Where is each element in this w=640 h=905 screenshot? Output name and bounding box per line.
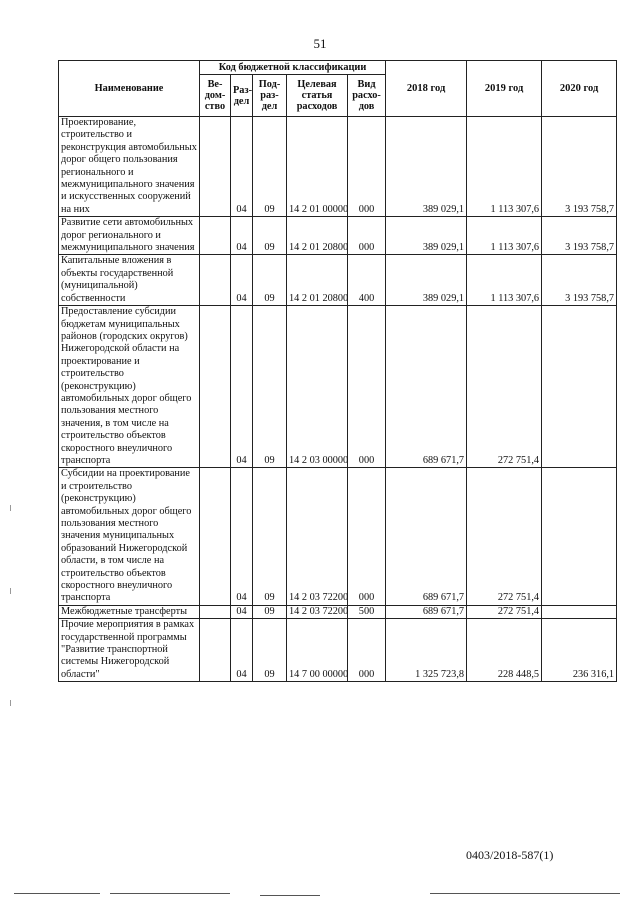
row-2019: 1 113 307,6 — [467, 117, 542, 217]
header-year-2020: 2020 год — [542, 61, 617, 117]
row-2018: 1 325 723,8 — [386, 619, 467, 682]
row-razdel: 04 — [231, 605, 253, 618]
row-vedomstvo — [200, 117, 231, 217]
row-expense-type: 000 — [348, 306, 386, 468]
scan-artifact-line — [110, 893, 230, 894]
row-2019: 1 113 307,6 — [467, 255, 542, 306]
scan-artifact-line — [260, 895, 320, 896]
row-podrazdel: 09 — [253, 255, 287, 306]
row-razdel: 04 — [231, 217, 253, 255]
row-name: Предоставление субсидии бюджетам муниципальных районов (городских округов) Нижегородской области на проектирование и строительство (реконструкцию) автомобильных дорог общего пользования местного значения, в том числе на строительство объектов скоростного внеуличного транспорта — [59, 306, 200, 468]
row-2018: 689 671,7 — [386, 306, 467, 468]
row-razdel: 04 — [231, 117, 253, 217]
row-vedomstvo — [200, 468, 231, 605]
row-target: 14 2 01 20800 — [287, 255, 348, 306]
row-name: Развитие сети автомобильных дорог регионального и межмуниципального значения — [59, 217, 200, 255]
row-2018: 389 029,1 — [386, 117, 467, 217]
row-razdel: 04 — [231, 306, 253, 468]
scan-artifact-line — [430, 893, 620, 894]
row-vedomstvo — [200, 306, 231, 468]
row-target: 14 2 01 00000 — [287, 117, 348, 217]
row-name: Субсидии на проектирование и строительство (реконструкцию) автомобильных дорог общего пользования местного значения муниципальных образований Нижегородской области, в том числе на строительство объектов скоростного внеуличного транспорта — [59, 468, 200, 605]
row-2019: 272 751,4 — [467, 468, 542, 605]
row-name: Прочие мероприятия в рамках государственной программы "Развитие транспортной системы Нижегородской области" — [59, 619, 200, 682]
row-2019: 1 113 307,6 — [467, 217, 542, 255]
row-2018: 689 671,7 — [386, 468, 467, 605]
row-target: 14 7 00 00000 — [287, 619, 348, 682]
budget-table — [58, 60, 617, 682]
row-podrazdel: 09 — [253, 468, 287, 605]
row-2020: 3 193 758,7 — [542, 255, 617, 306]
row-razdel: 04 — [231, 255, 253, 306]
row-expense-type: 400 — [348, 255, 386, 306]
row-expense-type: 000 — [348, 619, 386, 682]
header-code-group: Код бюджетной классификации — [200, 61, 386, 75]
scan-edge-mark — [10, 588, 11, 594]
row-expense-type: 000 — [348, 217, 386, 255]
row-vedomstvo — [200, 255, 231, 306]
row-name: Проектирование, строительство и реконструкция автомобильных дорог общего пользования регионального и межмуниципального значения и искусственных сооружений на них — [59, 117, 200, 217]
row-razdel: 04 — [231, 468, 253, 605]
row-expense-type: 000 — [348, 117, 386, 217]
row-2018: 389 029,1 — [386, 217, 467, 255]
table-row — [59, 605, 617, 618]
scan-artifact-line — [14, 893, 100, 894]
row-vedomstvo — [200, 619, 231, 682]
row-podrazdel: 09 — [253, 605, 287, 618]
header-podrazdel: Под- раз- дел — [253, 75, 287, 117]
table-row — [59, 468, 617, 605]
document-code: 0403/2018-587(1) — [466, 848, 554, 862]
header-razdel: Раз- дел — [231, 75, 253, 117]
row-2020: 3 193 758,7 — [542, 217, 617, 255]
table-row — [59, 306, 617, 468]
table-row — [59, 217, 617, 255]
row-2020: 3 193 758,7 — [542, 117, 617, 217]
row-target: 14 2 01 20800 — [287, 217, 348, 255]
row-2020: 236 316,1 — [542, 619, 617, 682]
row-vedomstvo — [200, 605, 231, 618]
table-row — [59, 619, 617, 682]
row-2020 — [542, 605, 617, 618]
row-target: 14 2 03 72200 — [287, 605, 348, 618]
row-2018: 689 671,7 — [386, 605, 467, 618]
header-year-2019: 2019 год — [467, 61, 542, 117]
row-expense-type: 000 — [348, 468, 386, 605]
page-number: 51 — [313, 36, 327, 51]
table-row — [59, 255, 617, 306]
row-podrazdel: 09 — [253, 217, 287, 255]
row-podrazdel: 09 — [253, 117, 287, 217]
header-expense-type: Вид расхо- дов — [348, 75, 386, 117]
row-podrazdel: 09 — [253, 619, 287, 682]
row-name: Межбюджетные трансферты — [59, 605, 200, 618]
row-expense-type: 500 — [348, 605, 386, 618]
row-2019: 272 751,4 — [467, 605, 542, 618]
row-name: Капитальные вложения в объекты государственной (муниципальной) собственности — [59, 255, 200, 306]
scan-edge-mark — [10, 700, 11, 706]
row-2020 — [542, 306, 617, 468]
header-name: Наименование — [59, 61, 200, 117]
scan-edge-mark — [10, 505, 11, 511]
header-target-article: Целевая статья расходов — [287, 75, 348, 117]
row-target: 14 2 03 72200 — [287, 468, 348, 605]
row-vedomstvo — [200, 217, 231, 255]
row-2019: 228 448,5 — [467, 619, 542, 682]
row-razdel: 04 — [231, 619, 253, 682]
header-vedomstvo: Ве- дом- ство — [200, 75, 231, 117]
row-2018: 389 029,1 — [386, 255, 467, 306]
row-podrazdel: 09 — [253, 306, 287, 468]
row-target: 14 2 03 00000 — [287, 306, 348, 468]
header-year-2018: 2018 год — [386, 61, 467, 117]
row-2019: 272 751,4 — [467, 306, 542, 468]
table-row — [59, 117, 617, 217]
row-2020 — [542, 468, 617, 605]
